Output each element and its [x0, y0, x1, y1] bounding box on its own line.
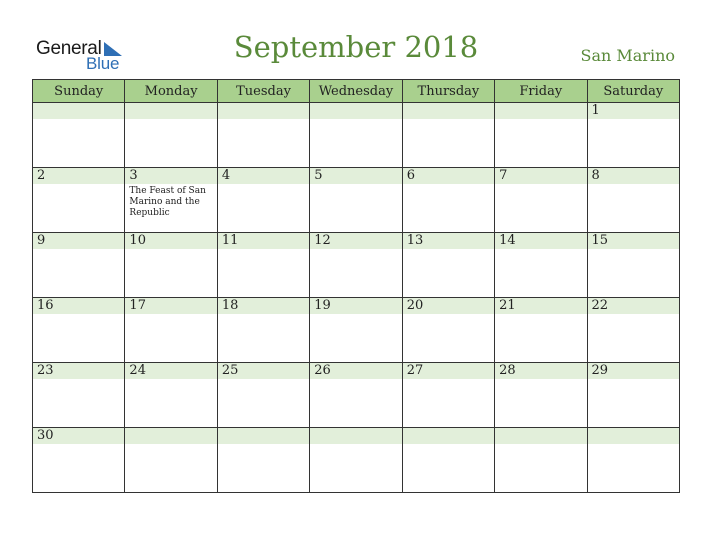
day-cell	[495, 233, 587, 298]
day-number: 22	[588, 298, 679, 314]
day-number: 13	[403, 233, 494, 249]
day-cell	[310, 428, 402, 493]
day-cell	[402, 428, 494, 493]
day-cell	[495, 363, 587, 428]
weekday-header: Saturday	[587, 80, 679, 103]
weekday-header: Friday	[495, 80, 587, 103]
weekday-header: Wednesday	[310, 80, 402, 103]
day-cell	[217, 363, 309, 428]
day-cell	[495, 168, 587, 233]
day-cell	[402, 103, 494, 168]
week-row	[33, 298, 680, 363]
day-cell	[587, 168, 679, 233]
day-number	[310, 428, 401, 444]
day-number	[218, 428, 309, 444]
day-number: 3	[125, 168, 216, 184]
day-cell	[402, 363, 494, 428]
day-cell	[33, 168, 125, 233]
day-cell	[125, 298, 217, 363]
week-row	[33, 363, 680, 428]
logo-blue-text: Blue	[86, 54, 120, 73]
day-number	[588, 428, 679, 444]
day-cell	[125, 103, 217, 168]
day-cell	[587, 298, 679, 363]
day-cell	[310, 363, 402, 428]
day-cell	[310, 168, 402, 233]
weekday-header: Sunday	[33, 80, 125, 103]
day-number: 19	[310, 298, 401, 314]
day-cell	[125, 363, 217, 428]
day-number	[495, 428, 586, 444]
holiday-label: The Feast of San Marino and the Republic	[129, 186, 206, 218]
logo-general-text: General	[36, 38, 102, 59]
day-number	[403, 428, 494, 444]
day-cell	[587, 428, 679, 493]
weekday-header: Thursday	[402, 80, 494, 103]
day-number: 30	[33, 428, 124, 444]
day-number: 28	[495, 363, 586, 379]
day-number	[495, 103, 586, 119]
day-number: 23	[33, 363, 124, 379]
day-cell	[310, 298, 402, 363]
day-number	[125, 103, 216, 119]
day-number: 5	[310, 168, 401, 184]
day-cell	[402, 233, 494, 298]
day-cell	[33, 233, 125, 298]
day-cell	[125, 233, 217, 298]
day-number: 7	[495, 168, 586, 184]
calendar-grid	[32, 79, 680, 493]
day-number	[218, 103, 309, 119]
day-number: 18	[218, 298, 309, 314]
country-label: San Marino	[580, 46, 675, 65]
weekday-header-row	[33, 80, 680, 103]
day-number: 9	[33, 233, 124, 249]
day-number: 11	[218, 233, 309, 249]
day-cell	[33, 363, 125, 428]
weekday-header: Tuesday	[217, 80, 309, 103]
day-number: 24	[125, 363, 216, 379]
day-number: 14	[495, 233, 586, 249]
day-cell	[587, 103, 679, 168]
day-cell	[310, 233, 402, 298]
day-number: 6	[403, 168, 494, 184]
day-number: 8	[588, 168, 679, 184]
day-number: 10	[125, 233, 216, 249]
day-cell	[217, 168, 309, 233]
week-row	[33, 103, 680, 168]
day-cell	[587, 233, 679, 298]
day-cell	[125, 168, 217, 233]
day-number: 29	[588, 363, 679, 379]
day-number	[403, 103, 494, 119]
day-cell	[310, 103, 402, 168]
day-number: 4	[218, 168, 309, 184]
day-number: 21	[495, 298, 586, 314]
page-title: September 2018	[233, 30, 479, 64]
day-number: 25	[218, 363, 309, 379]
day-cell	[33, 103, 125, 168]
week-row	[33, 233, 680, 298]
day-cell	[217, 298, 309, 363]
day-cell	[495, 298, 587, 363]
day-number: 17	[125, 298, 216, 314]
day-cell	[217, 428, 309, 493]
day-cell	[125, 428, 217, 493]
day-cell	[495, 103, 587, 168]
day-cell	[402, 298, 494, 363]
day-number	[33, 103, 124, 119]
day-number: 26	[310, 363, 401, 379]
day-cell	[587, 363, 679, 428]
day-cell	[217, 233, 309, 298]
week-row	[33, 168, 680, 233]
day-cell	[217, 103, 309, 168]
day-cell	[33, 428, 125, 493]
day-cell	[33, 298, 125, 363]
day-number: 15	[588, 233, 679, 249]
weekday-header: Monday	[125, 80, 217, 103]
day-number	[125, 428, 216, 444]
day-cell	[402, 168, 494, 233]
day-cell	[495, 428, 587, 493]
day-number: 1	[588, 103, 679, 119]
day-number	[310, 103, 401, 119]
day-number: 27	[403, 363, 494, 379]
day-number: 2	[33, 168, 124, 184]
day-number: 12	[310, 233, 401, 249]
week-row	[33, 428, 680, 493]
day-number: 16	[33, 298, 124, 314]
day-number: 20	[403, 298, 494, 314]
